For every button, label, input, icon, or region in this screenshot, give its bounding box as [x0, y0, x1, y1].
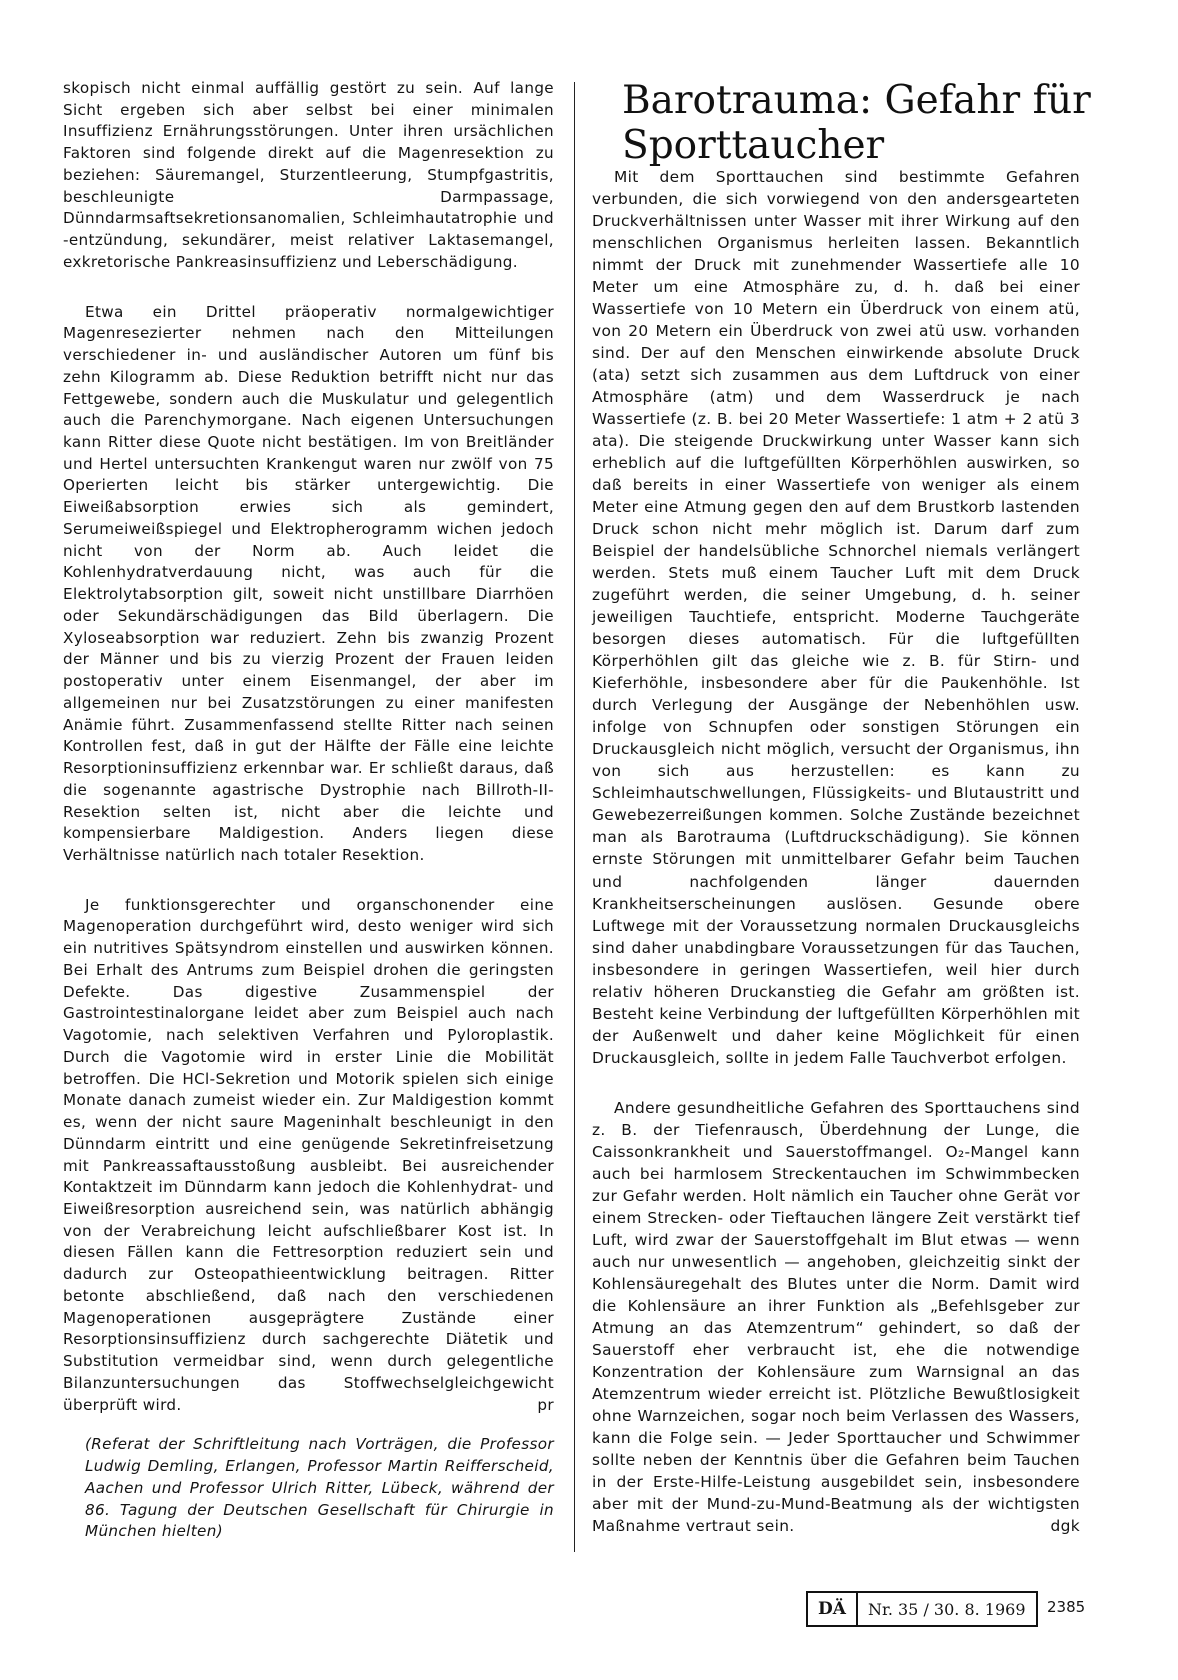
left-column [63, 78, 554, 1543]
author-signature-pr: pr [537, 1395, 554, 1414]
right-column [592, 166, 1080, 1537]
issue-date: Nr. 35 / 30. 8. 1969 [867, 1599, 1026, 1619]
column-divider [574, 82, 575, 1552]
paragraph-other-dangers [592, 1097, 1080, 1537]
paragraph-organ-sparing-surgery [63, 895, 554, 1417]
author-signature-dgk: dgk [1050, 1516, 1080, 1535]
page-number: 2385 [1047, 1598, 1086, 1616]
source-note: (Referat der Schriftleitung nach Vorträgen, die Professor Ludwig Demling, Erlangen, Professor Martin Reifferscheid, Aachen und Professor Ulrich Ritter, Lübeck, während der 86. Tagung der Deutschen Gesellschaft für Chirurgie in München hielten) [85, 1435, 554, 1541]
paragraph-barotrauma-pressure: Mit dem Sporttauchen sind bestimmte Gefahren verbunden, die sich vorwiegend von den andersgearteten Druckverhältnissen unter Wasser mit ihrer Wirkung auf den menschlichen Organismus herleiten lassen. Bekanntlich nimmt der Druck mit zunehmender Wassertiefe alle 10 Meter um eine Atmosphäre zu, d. h. daß bei einer Wassertiefe von 10 Metern ein Überdruck von einem atü, von 20 Metern ein Überdruck von zwei atü usw. vorhanden sind. Der auf den Menschen einwirkende absolute Druck (ata) setzt sich zusammen aus dem Luftdruck von einer Atmosphäre (atm) und dem Wasserdruck je nach Wassertiefe (z. B. bei 20 Meter Wassertiefe: 1 atm + 2 atü 3 ata). Die steigende Druckwirkung unter Wasser kann sich erheblich auf die luftgefüllten Körperhöhlen auswirken, so daß bereits in einer Wassertiefe von weniger als einem Meter eine Atmung gegen den auf dem Brustkorb lastenden Druck schon nicht mehr möglich ist. Darum darf zum Beispiel der handelsübliche Schnorchel niemals verlängert werden. Stets muß einem Taucher Luft mit dem Druck zugeführt werden, die seiner Umgebung, d. h. seiner jeweiligen Tauchtiefe, entspricht. Moderne Tauchgeräte besorgen dieses automatisch. Für die luftgefüllten Körperhöhlen gilt das gleiche wie z. B. für Stirn- und Kieferhöhle, insbesondere aber für die Paukenhöhle. Ist durch Verlegung der Ausgänge der Nebenhöhlen usw. infolge von Schnupfen oder sonstigen Störungen ein Druckausgleich nicht möglich, versucht der Organismus, ihn von sich aus herzustellen: es kann zu Schleimhautschwellungen, Flüssigkeits- und Blutaustritt und Gewebezerreißungen kommen. Solche Zustände bezeichnet man als Barotrauma (Luftdruckschädigung). Sie können ernste Störungen mit unmittelbarer Gefahr beim Tauchen und nachfolgenden länger dauernden Krankheitserscheinungen auslösen. Gesunde obere Luftwege mit der Voraussetzung normalen Druckausgleichs sind daher unabdingbare Voraussetzungen für das Tauchen, insbesondere in geringen Wassertiefen, weil hier durch relativ höheren Druckanstieg die Gefahr am größten ist. Besteht keine Verbindung der luftgefüllten Körperhöhlen mit der Außenwelt und daher keine Möglichkeit für einen Druckausgleich, sollte in jedem Falle Tauchverbot erfolgen. [592, 168, 1080, 1067]
paragraph-other-dangers-text: Andere gesundheitliche Gefahren des Sporttauchens sind z. B. der Tiefenrausch, Überdehnung der Lunge, die Caissonkrankheit und Sauerstoffmangel. O₂-Mangel kann auch bei harmlosem Streckentauchen im Schwimmbecken zur Gefahr werden. Holt nämlich ein Taucher ohne Gerät vor einem Strecken- oder Tieftauchen längere Zeit verstärkt tief Luft, wird zwar der Sauerstoffgehalt im Blut etwas — wenn auch nur unwesentlich — angehoben, gleichzeitig sinkt der Kohlensäuregehalt des Blutes unter die Norm. Damit wird die Kohlensäure an ihrer Funktion als „Befehlsgeber zur Atmung an das Atemzentrum“ gehindert, so daß der Sauerstoff eher verbraucht ist, ehe die notwendige Konzentration der Kohlensäure zum Warnsignal an das Atemzentrum wieder erreicht ist. Plötzliche Bewußtlosigkeit ohne Warnzeichen, sogar noch beim Verlassen des Wassers, kann die Folge sein. — Jeder Sporttaucher und Schwimmer sollte neben der Kenntnis über die Gefahren beim Tauchen in der Erste-Hilfe-Leistung ausgebildet sein, insbesondere aber mit der Mund-zu-Mund-Beatmung als der wichtigsten Maßnahme vertraut sein. [592, 1098, 1080, 1535]
journal-brand: DÄ [808, 1593, 858, 1625]
paragraph-organ-sparing-text: Je funktionsgerechter und organschonender eine Magenoperation durchgeführt wird, desto weniger wird sich ein nutritives Spätsyndrom einstellen und auswirken können. Bei Erhalt des Antrums zum Beispiel drohen die geringsten Defekte. Das digestive Zusammenspiel der Gastrointestinalorgane leidet aber zum Beispiel auch nach Vagotomie, nach selektiven Verfahren und Pyloroplastik. Durch die Vagotomie wird in erster Linie die Mobilität betroffen. Die HCl-Sekretion und Motorik spielen sich einige Monate danach zumeist wieder ein. Zur Maldigestion kommt es, wenn der nicht saure Mageninhalt beschleunigt in den Dünndarm eintritt und eine genügende Sekretinfreisetzung mit Pankreassaftausstoßung ausbleibt. Bei ausreichender Kontaktzeit im Dünndarm kann jedoch die Kohlenhydrat- und Eiweißresorption ausreichend sein, was natürlich abhängig von der Verabreichung leicht aufschließbarer Kost ist. In diesen Fällen kann die Fettresorption reduziert sein und dadurch zur Osteopathieentwicklung beitragen. Ritter betonte abschließend, daß nach den verschiedenen Magenoperationen ausgeprägtere Zustände einer Resorptionsinsuffizienz durch sachgerechte Diätetik und Substitution vermeidbar sind, wenn durch gelegentliche Bilanzuntersuchungen das Stoffwechselgleichgewicht überprüft wird. [63, 895, 554, 1414]
paragraph-weight-loss: Etwa ein Drittel präoperativ normalgewichtiger Magenresezierter nehmen nach den Mitteilungen verschiedener in- und ausländischer Autoren um fünf bis zehn Kilogramm ab. Diese Reduktion betrifft nicht nur das Fettgewebe, sondern auch die Muskulatur und gelegentlich auch die Parenchymorgane. Nach eigenen Untersuchungen kann Ritter diese Quote nicht bestätigen. Im von Breitländer und Hertel untersuchten Krankengut waren nur zwölf von 75 Operierten leicht bis stärker untergewichtig. Die Eiweißabsorption erwies sich als gemindert, Serumeiweißspiegel und Elektropherogramm wichen jedoch nicht von der Norm ab. Auch leidet die Kohlenhydratverdauung nicht, was auch für die Elektrolytabsorption gilt, soweit nicht unstillbare Diarrhöen oder Sekundärschädigungen das Bild überlagern. Die Xyloseabsorption war reduziert. Zehn bis zwanzig Prozent der Männer und bis zu vierzig Prozent der Frauen leiden postoperativ unter einem Eisenmangel, der aber im allgemeinen nur bei Zusatzstörungen zu einer manifesten Anämie führt. Zusammenfassend stellte Ritter nach seinen Kontrollen fest, daß in gut der Hälfte der Fälle eine leichte Resorptioninsuffizienz erkennbar war. Er schließt daraus, daß die sogenannte agastrische Dystrophie nach Billroth-II-Resektion selten ist, nicht aber die leichte und kompensierbare Maldigestion. Anders liegen diese Verhältnisse natürlich nach totaler Resektion. [63, 302, 554, 864]
journal-footer-box [806, 1591, 1038, 1627]
paragraph-maldigestion-factors: skopisch nicht einmal auffällig gestört zu sein. Auf lange Sicht ergeben sich aber selbst bei einer minimalen Insuffizienz Ernährungsstörungen. Unter ihren ursächlichen Faktoren sind folgende direkt auf die Magenresektion zu beziehen: Säuremangel, Sturzentleerung, Stumpfgastritis, beschleunigte Darmpassage, Dünndarmsaftsekretionsanomalien, Schleimhautatrophie und -entzündung, sekundärer, meist relativer Laktasemangel, exkretorische Pankreasinsuffizienz und Leberschädigung. [63, 79, 554, 271]
article-title: Barotrauma: Gefahr für Sporttaucher [622, 78, 1091, 168]
